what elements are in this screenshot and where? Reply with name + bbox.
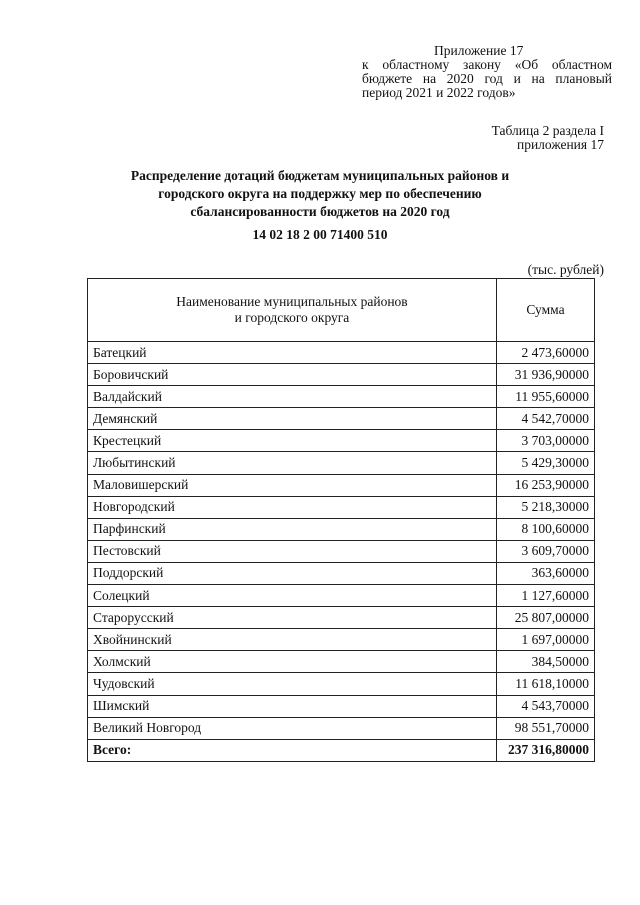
column-header-name — [88, 279, 497, 342]
row-amount: 25 807,00000 — [497, 607, 595, 629]
row-amount: 1 127,60000 — [497, 585, 595, 607]
appendix-title: Приложение 17 — [434, 43, 524, 58]
table-row — [88, 540, 595, 562]
row-amount: 5 218,30000 — [497, 496, 595, 518]
table-header-row — [88, 279, 595, 342]
row-amount: 384,50000 — [497, 651, 595, 673]
table-reference — [492, 124, 604, 152]
table-ref-line-1: Таблица 2 раздела I — [491, 123, 604, 138]
table-row — [88, 651, 595, 673]
table-row — [88, 474, 595, 496]
total-label: Всего: — [88, 739, 497, 761]
row-name: Старорусский — [88, 607, 497, 629]
row-amount: 3 609,70000 — [497, 540, 595, 562]
row-name: Парфинский — [88, 518, 497, 540]
table-row — [88, 695, 595, 717]
row-name: Маловишерский — [88, 474, 497, 496]
row-amount: 4 542,70000 — [497, 408, 595, 430]
column-header-sum: Сумма — [497, 279, 595, 342]
row-name: Чудовский — [88, 673, 497, 695]
budget-code: 14 02 18 2 00 71400 510 — [252, 227, 388, 242]
row-amount: 1 697,00000 — [497, 629, 595, 651]
row-amount: 5 429,30000 — [497, 452, 595, 474]
row-name: Великий Новгород — [88, 717, 497, 739]
row-name: Валдайский — [88, 386, 497, 408]
row-amount: 8 100,60000 — [497, 518, 595, 540]
table-row — [88, 518, 595, 540]
title-line-2: городского округа на поддержку мер по обеспечению — [158, 186, 482, 201]
table-row — [88, 562, 595, 584]
table-row — [88, 342, 595, 364]
title-line-3: сбалансированности бюджетов на 2020 год — [190, 204, 450, 219]
document-title — [60, 167, 580, 221]
row-name: Хвойнинский — [88, 629, 497, 651]
row-amount: 3 703,00000 — [497, 430, 595, 452]
appendix-line-2: к областному закону «Об областном — [362, 57, 612, 72]
row-name: Солецкий — [88, 585, 497, 607]
subsidy-table — [87, 278, 595, 762]
row-name: Шимский — [88, 695, 497, 717]
row-amount: 16 253,90000 — [497, 474, 595, 496]
total-amount: 237 316,80000 — [497, 739, 595, 761]
table-row — [88, 452, 595, 474]
row-name: Крестецкий — [88, 430, 497, 452]
title-line-1: Распределение дотаций бюджетам муниципальных районов и — [130, 168, 510, 183]
row-name: Новгородский — [88, 496, 497, 518]
table-row — [88, 607, 595, 629]
table-row — [88, 629, 595, 651]
appendix-line-4: период 2021 и 2022 годов» — [362, 85, 516, 100]
column-header-name-line-1: Наименование муниципальных районов — [176, 294, 408, 309]
column-header-name-line-2: и городского округа — [234, 310, 350, 325]
row-amount: 2 473,60000 — [497, 342, 595, 364]
units-label: (тыс. рублей) — [527, 262, 604, 277]
row-name: Поддорский — [88, 562, 497, 584]
table-ref-line-2: приложения 17 — [516, 137, 604, 152]
appendix-header — [362, 44, 612, 100]
table-row — [88, 386, 595, 408]
row-amount: 11 955,60000 — [497, 386, 595, 408]
table-row — [88, 364, 595, 386]
table-row — [88, 673, 595, 695]
table-row — [88, 408, 595, 430]
row-name: Холмский — [88, 651, 497, 673]
row-name: Боровичский — [88, 364, 497, 386]
table-row — [88, 585, 595, 607]
row-amount: 4 543,70000 — [497, 695, 595, 717]
table-row — [88, 430, 595, 452]
row-amount: 98 551,70000 — [497, 717, 595, 739]
row-amount: 11 618,10000 — [497, 673, 595, 695]
total-row — [88, 739, 595, 761]
row-amount: 363,60000 — [497, 562, 595, 584]
row-name: Демянский — [88, 408, 497, 430]
table-row — [88, 496, 595, 518]
table-row — [88, 717, 595, 739]
row-name: Батецкий — [88, 342, 497, 364]
row-name: Любытинский — [88, 452, 497, 474]
row-name: Пестовский — [88, 540, 497, 562]
appendix-line-3: бюджете на 2020 год и на плановый — [362, 71, 612, 86]
row-amount: 31 936,90000 — [497, 364, 595, 386]
